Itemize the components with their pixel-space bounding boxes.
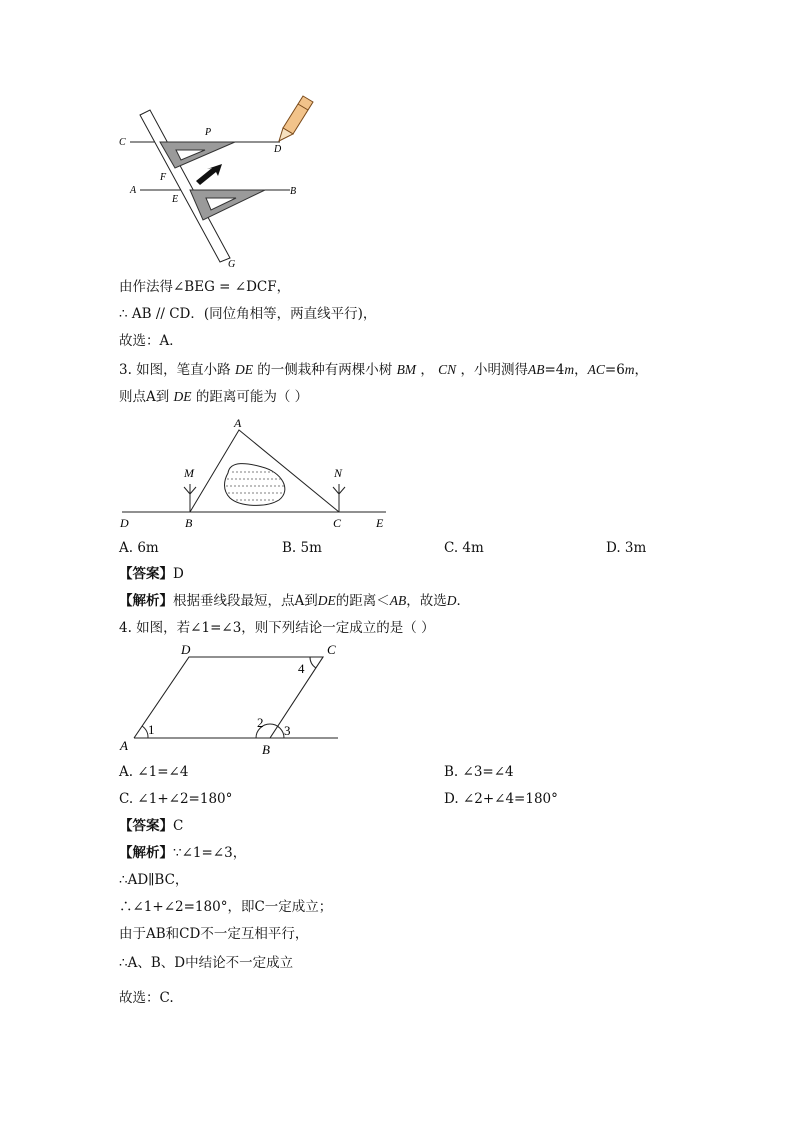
q4-analysis-1: 【解析】∵∠1=∠3， [119,845,247,861]
q4-analysis-2: ∴AD∥BC， [119,872,189,888]
q3-option-a: A. 6m [119,540,159,556]
label-b: B [290,186,297,197]
label-g: G [228,259,236,270]
figure-road-trees [115,412,395,532]
label-a: A [130,185,137,196]
q3-option-b: B. 5m [282,540,322,556]
ruler [140,110,230,262]
label-m: M [184,466,194,480]
q4-answer: 【答案】C [119,818,184,834]
tree-m-icon [184,484,196,512]
angle-4-arc [310,657,316,668]
label-c: C [333,516,342,530]
label-d: D [181,642,191,657]
label-b: B [262,742,270,757]
label-f: F [160,172,167,183]
label-c: C [327,642,336,657]
label-e: E [376,516,384,530]
q3-analysis: 【解析】根据垂线段最短，点A到DE的距离＜AB，故选D． [119,593,470,609]
q4-analysis-5: ∴A、B、D中结论不一定成立 [119,955,294,971]
label-n: N [334,466,343,480]
figure-quadrilateral [115,640,345,760]
q4-option-a: A. ∠1=∠4 [119,764,189,780]
q4-option-c: C. ∠1+∠2=180° [119,791,233,807]
q3-stem-line2: 则点A到 DE 的距离可能为（ ） [119,389,309,405]
label-p: P [205,127,212,138]
q2-line3: 故选：A． [119,333,183,349]
pencil-icon [279,96,313,141]
q3-option-c: C. 4m [444,540,484,556]
label-c: C [119,137,126,148]
q4-stem: 4. 如图，若∠1=∠3，则下列结论一定成立的是（ ） [119,620,435,636]
label-d: D [274,144,282,155]
pond-icon [225,464,285,506]
q2-line2: ∴ AB // CD．(同位角相等，两直线平行)， [119,306,377,322]
label-e: E [172,194,179,205]
label-d: D [120,516,129,530]
label-a: A [234,416,242,430]
label-angle-3: 3 [284,723,291,738]
label-angle-4: 4 [298,661,305,676]
label-angle-1: 1 [148,722,155,737]
figure-parallel-construction [110,92,340,272]
q3-answer: 【答案】D [119,566,184,582]
quadrilateral-abcd [134,657,323,738]
q4-analysis-6: 故选：C. [119,990,174,1006]
q4-analysis-4: 由于AB和CD不一定互相平行， [119,926,309,942]
q4-option-b: B. ∠3=∠4 [444,764,514,780]
q4-option-d: D. ∠2+∠4=180° [444,791,558,807]
label-angle-2: 2 [257,715,264,730]
q3-option-d: D. 3m [606,540,647,556]
q4-analysis-3: ∴∠1+∠2=180°，即C一定成立； [119,899,333,915]
label-b: B [185,516,193,530]
q3-stem-line1: 3. 如图，笔直小路 DE 的一侧栽种有两棵小树 BM ， CN ，小明测得AB=4m，AC=6m， [119,362,649,378]
label-a: A [120,738,128,753]
q2-line1: 由作法得∠BEG = ∠DCF， [119,279,291,295]
set-square-lower [190,190,265,220]
tree-n-icon [333,484,345,512]
arrow-up-icon [196,164,222,185]
